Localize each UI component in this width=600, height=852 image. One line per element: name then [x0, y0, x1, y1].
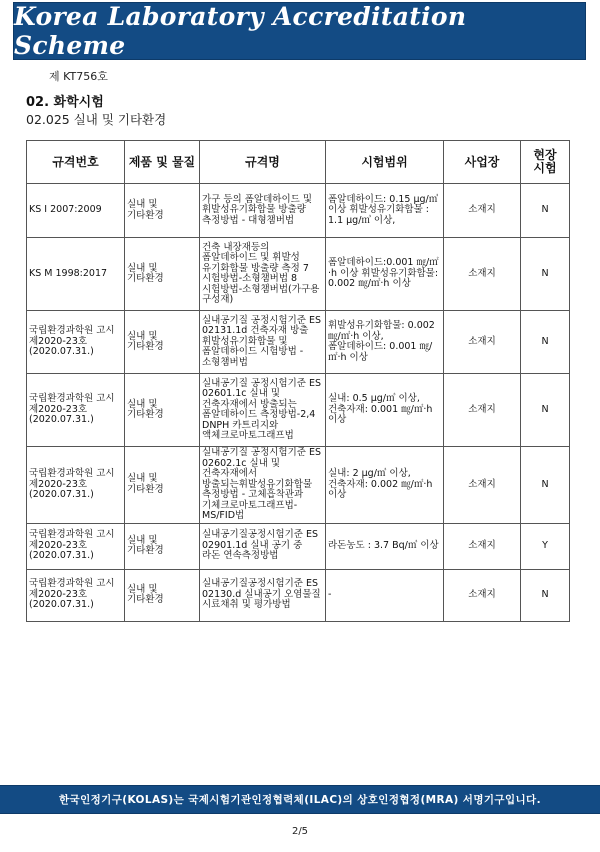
cell-standard-name: 실내공기질공정시험기준 ES 02130.d 실내공기 오염물질 시료채취 및 평가방법	[200, 569, 326, 621]
cell-onsite: N	[521, 238, 570, 311]
cell-standard-name: 실내공기질 공정시험기준 ES 02131.1d 건축자재 방출 휘발성유기화합물 및 폼알데하이드 시험방법 - 소형챔버법	[200, 311, 326, 374]
footer-banner	[0, 785, 600, 814]
table-row	[27, 523, 570, 569]
cell-standard-no: 국립환경과학원 고시 제2020-23호 (2020.07.31.)	[27, 311, 125, 374]
cell-standard-no: 국립환경과학원 고시 제2020-23호 (2020.07.31.)	[27, 569, 125, 621]
cell-onsite: N	[521, 569, 570, 621]
cell-onsite: N	[521, 311, 570, 374]
cell-site: 소재지	[444, 569, 521, 621]
table-row	[27, 184, 570, 238]
header-banner	[13, 2, 586, 60]
cell-product: 실내 및 기타환경	[125, 523, 200, 569]
cell-site: 소재지	[444, 374, 521, 447]
cell-scope: 폼알데하이드: 0.15 μg/㎥ 이상 휘발성유기화합물 : 1.1 μg/㎥ 이상,	[326, 184, 444, 238]
cell-product: 실내 및 기타환경	[125, 184, 200, 238]
col-header-standard-name: 규격명	[200, 141, 326, 184]
cell-standard-name: 실내공기질 공정시험기준 ES 02602.1c 실내 및 건축자재에서 방출되는휘발성유기화합물 측정방법 - 고체흡착관과 기체크로마토그래프법-MS/FID법	[200, 447, 326, 524]
accreditation-scope-table	[26, 140, 570, 622]
cell-standard-no: 국립환경과학원 고시 제2020-23호 (2020.07.31.)	[27, 523, 125, 569]
cell-standard-name: 실내공기질공정시험기준 ES 02901.1d 실내 공기 중 라돈 연속측정방법	[200, 523, 326, 569]
cell-site: 소재지	[444, 184, 521, 238]
col-header-onsite	[521, 141, 570, 184]
cell-product: 실내 및 기타환경	[125, 447, 200, 524]
cell-standard-name: 가구 등의 폼알데하이드 및 휘발성유기화합물 방출량 측정방법 - 대형챔버법	[200, 184, 326, 238]
banner-title: Korea Laboratory Accreditation Scheme	[14, 2, 467, 60]
cell-product: 실내 및 기타환경	[125, 311, 200, 374]
cell-scope: 실내: 0.5 μg/㎥ 이상, 건축자재: 0.001 ㎎/㎡·h 이상	[326, 374, 444, 447]
page-number: 2/5	[291, 826, 309, 837]
cell-standard-name: 실내공기질 공정시험기준 ES 02601.1c 실내 및 건축자재에서 방출되는 폼알데하이드 측정방법-2,4 DNPH 카트리지와 액체크로마토그래프법	[200, 374, 326, 447]
cell-site: 소재지	[444, 238, 521, 311]
table-row	[27, 569, 570, 621]
cell-scope: 라돈농도 : 3.7 Bq/㎥ 이상	[326, 523, 444, 569]
cell-site: 소재지	[444, 447, 521, 524]
col-header-scope: 시험범위	[326, 141, 444, 184]
cell-standard-no: 국립환경과학원 고시 제2020-23호 (2020.07.31.)	[27, 374, 125, 447]
cell-scope: 폼알데하이드:0.001 ㎎/㎡·h 이상 휘발성유기화합물: 0.002 ㎎/㎡·h 이상	[326, 238, 444, 311]
cell-site: 소재지	[444, 523, 521, 569]
cell-standard-no: KS I 2007:2009	[27, 184, 125, 238]
col-header-onsite-line1: 현장	[533, 148, 557, 162]
cell-site: 소재지	[444, 311, 521, 374]
cell-product: 실내 및 기타환경	[125, 374, 200, 447]
mra-statement: 한국인정기구(KOLAS)는 국제시험기관인정협력체(ILAC)의 상호인정협정(MRA) 서명기구입니다.	[59, 794, 541, 806]
cell-scope: 휘발성유기화합물: 0.002 ㎎/㎡·h 이상, 폼알데하이드: 0.001 ㎎/㎡·h 이상	[326, 311, 444, 374]
certificate-number: 제 KT756호	[49, 70, 108, 83]
cell-standard-no: 국립환경과학원 고시 제2020-23호 (2020.07.31.)	[27, 447, 125, 524]
cell-onsite: N	[521, 374, 570, 447]
cell-standard-name: 건축 내장재등의 폼알데하이드 및 휘발성 유기화합물 방출량 측정 7 시험방법-소형챔버법 8 시험방법-소형챔버법(가구용 구성재)	[200, 238, 326, 311]
table-row	[27, 447, 570, 524]
cell-onsite: Y	[521, 523, 570, 569]
cell-scope: 실내: 2 μg/㎥ 이상, 건축자재: 0.002 ㎎/㎡·h 이상	[326, 447, 444, 524]
col-header-standard-no: 규격번호	[27, 141, 125, 184]
cell-scope: -	[326, 569, 444, 621]
table-row	[27, 311, 570, 374]
cell-onsite: N	[521, 184, 570, 238]
cell-onsite: N	[521, 447, 570, 524]
subsection-title: 02.025 실내 및 기타환경	[26, 112, 167, 127]
section-title: 02. 화학시험	[26, 95, 104, 110]
table-row	[27, 374, 570, 447]
cell-product: 실내 및 기타환경	[125, 569, 200, 621]
table-header-row	[27, 141, 570, 184]
cell-standard-no: KS M 1998:2017	[27, 238, 125, 311]
col-header-product: 제품 및 물질	[125, 141, 200, 184]
cell-product: 실내 및 기타환경	[125, 238, 200, 311]
col-header-onsite-line2: 시험	[533, 161, 557, 175]
col-header-site: 사업장	[444, 141, 521, 184]
table-row	[27, 238, 570, 311]
